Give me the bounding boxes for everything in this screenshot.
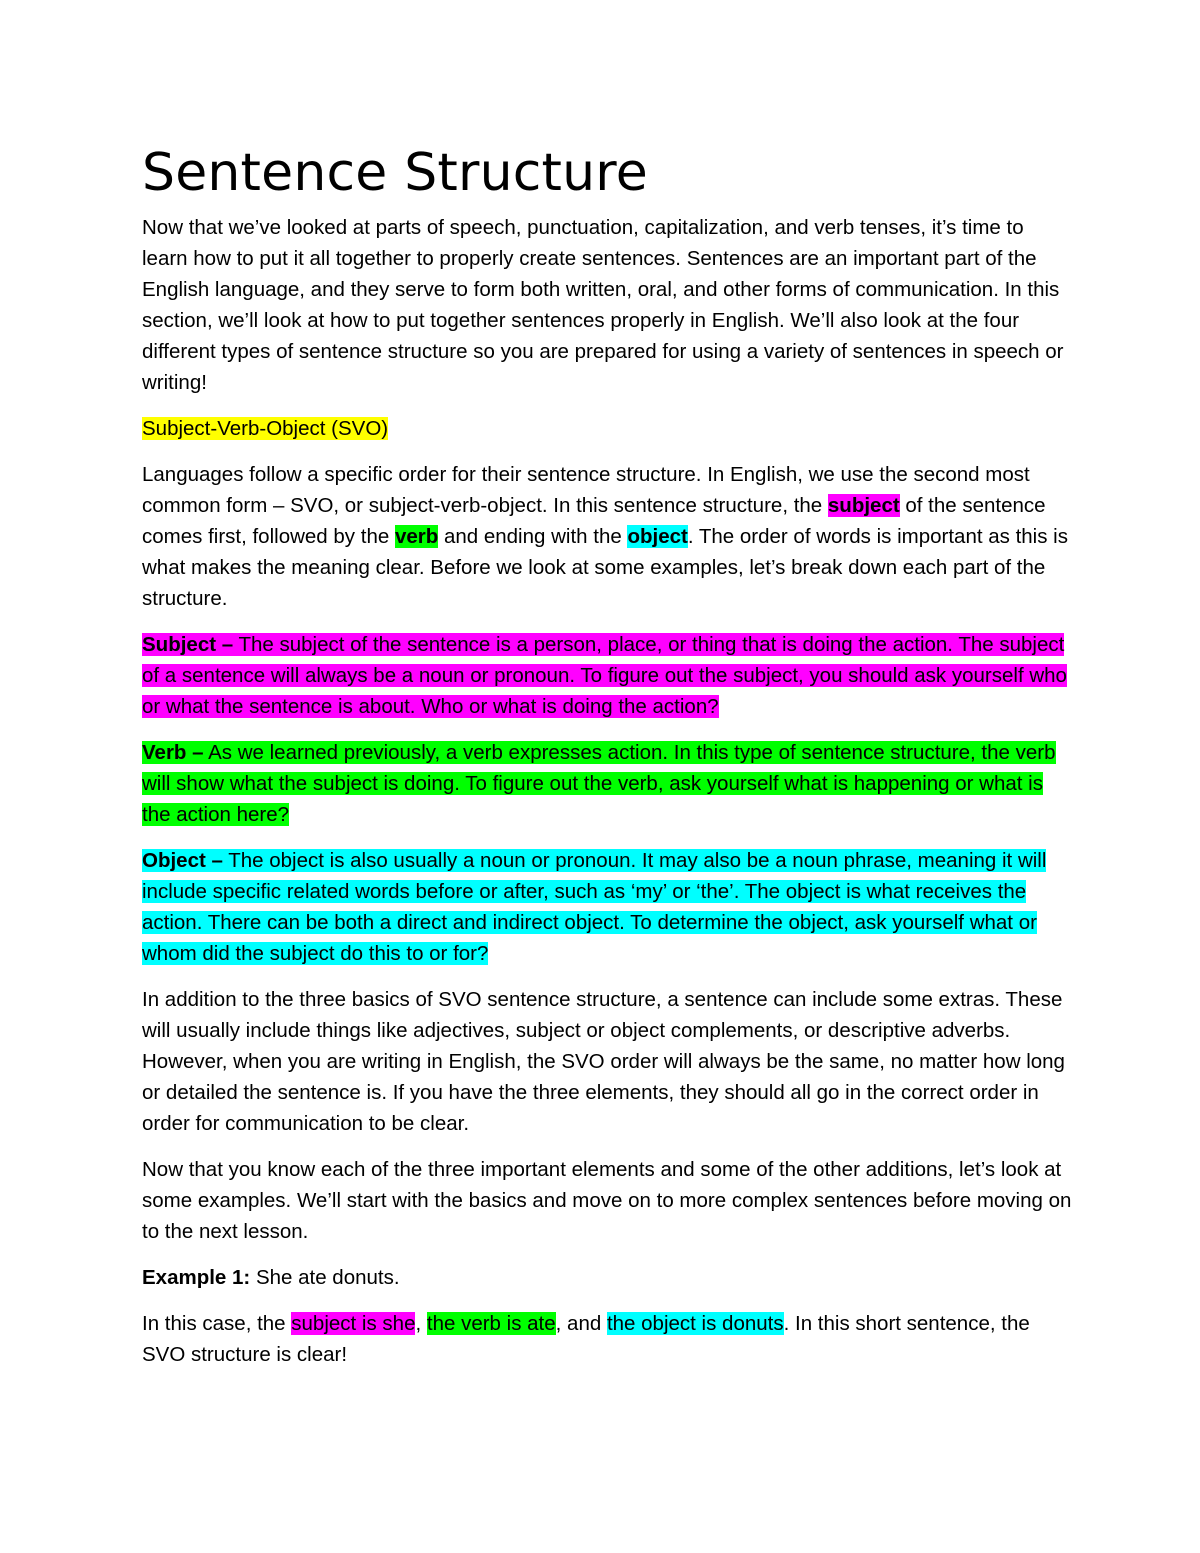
svo-object-highlight (627, 525, 687, 548)
examples-intro-paragraph: Now that you know each of the three important elements and some of the other additions, let’s look at some examples. We’ll start with the basics and move on to more complex sentences before moving on to the next lesson. (142, 1158, 1072, 1243)
subject-definition-label: Subject – (142, 633, 234, 656)
object-definition-text: The object is also usually a noun or pronoun. It may also be a noun phrase, meaning it will include specific related words before or after, such as ‘my’ or ‘the’. The object is what receives the action. There can be both a direct and indirect object. To determine the object, ask yourself what or whom did the subject do this to or for? (142, 849, 1047, 965)
subject-definition-highlight (142, 633, 1067, 718)
page-title: Sentence Structure (142, 143, 648, 203)
verb-definition-text: As we learned previously, a verb expresses action. In this type of sentence structure, the verb will show what the subject is doing. To figure out the verb, ask yourself what is happening or what is the action here? (142, 741, 1056, 826)
example-1 (142, 1262, 1072, 1293)
svo-paragraph (142, 459, 1072, 614)
example-1-text: She ate donuts. (250, 1266, 400, 1289)
svo-subject-word: subject (827, 494, 900, 517)
extras-paragraph: In addition to the three basics of SVO sentence structure, a sentence can include some extras. These will usually include things like adjectives, subject or object complements, or descriptive adverbs. However, when you are writing in English, the SVO order will always be the same, no matter how long or detailed the sentence is. If you have the three elements, they should all go in the correct order in order for communication to be clear. (142, 988, 1065, 1135)
svo-text-1: Languages follow a specific order for their sentence structure. In English, we use the second most common form – SVO, or subject-verb-object. In this sentence structure, the (142, 463, 1030, 517)
example-1-label: Example 1: (142, 1266, 251, 1289)
svo-subject-highlight (828, 494, 900, 517)
svo-text-2: of the sentence comes first, followed by the (142, 494, 1046, 548)
svo-text-4: . The order of words is important as this is what makes the meaning clear. Before we look at some examples, let’s break down each part of the structure. (142, 525, 1068, 610)
example-explain-text-4: . In this short sentence, the SVO structure is clear! (142, 1312, 1030, 1366)
svo-verb-word: verb (394, 525, 439, 548)
verb-definition (142, 737, 1072, 830)
svo-text-3: and ending with the (438, 525, 628, 548)
verb-definition-label: Verb – (142, 741, 204, 764)
example-verb-highlight: the verb is ate (426, 1312, 556, 1335)
verb-definition-highlight (142, 741, 1056, 826)
example-subject-highlight: subject is she (291, 1312, 416, 1335)
object-definition-highlight (142, 849, 1046, 965)
svo-verb-highlight (395, 525, 438, 548)
intro-paragraph: Now that we’ve looked at parts of speech, punctuation, capitalization, and verb tenses, it’s time to learn how to put it all together to properly create sentences. Sentences are an important part of the English language, and they serve to form both written, oral, and other forms of communication. In this section, we’ll look at how to put together sentences properly in English. We’ll also look at the four different types of sentence structure so you are prepared for using a variety of sentences in speech or writing! (142, 216, 1064, 394)
example-explain-text-3: , and (555, 1312, 607, 1335)
subject-definition (142, 629, 1072, 722)
example-explain-text-2: , (415, 1312, 427, 1335)
object-definition-label: Object – (142, 849, 223, 872)
svo-object-word: object (627, 525, 688, 548)
subject-definition-text: The subject of the sentence is a person, place, or thing that is doing the action. The subject of a sentence will always be a noun or pronoun. To figure out the subject, you should ask yourself who or what the sentence is about. Who or what is doing the action? (142, 633, 1067, 718)
svo-heading-text: Subject-Verb-Object (SVO) (142, 417, 389, 440)
example-explain-text-1: In this case, the (142, 1312, 292, 1335)
object-definition (142, 845, 1072, 969)
example-object-highlight: the object is donuts (606, 1312, 784, 1335)
svo-heading (142, 413, 1072, 444)
example-1-explanation (142, 1308, 1072, 1370)
document-page (142, 140, 1072, 1385)
